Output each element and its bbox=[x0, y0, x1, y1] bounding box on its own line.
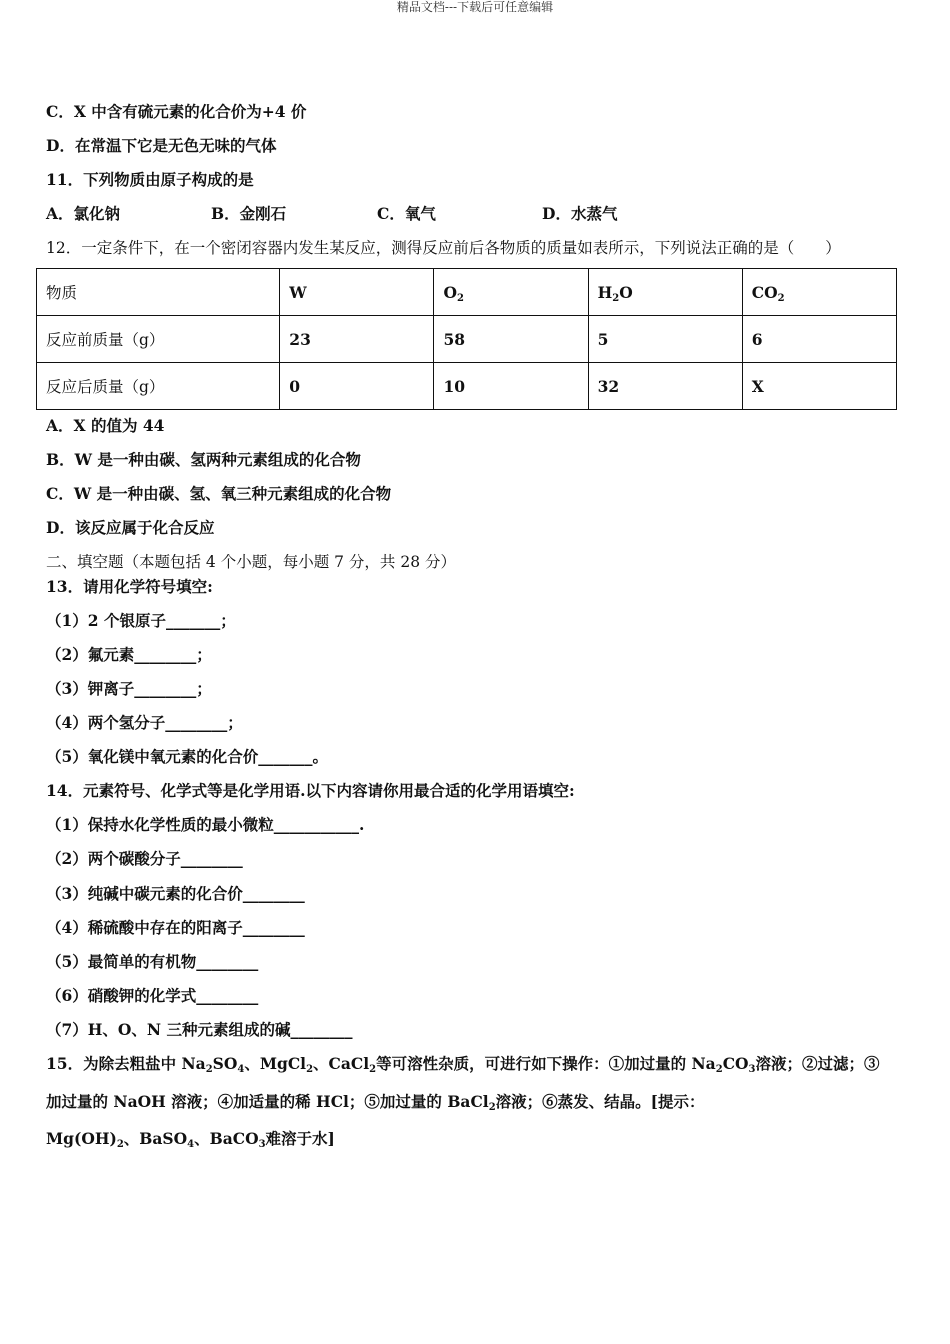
q15-line-3: $Mg(OH)_2$、BaSO$_4$、BaCO$_3$难溶于水] bbox=[46, 1129, 335, 1150]
q11-stem: 11．下列物质由原子构成的是 bbox=[46, 170, 254, 189]
q12-mass-table bbox=[36, 268, 897, 410]
q12-option-c: C．W 是一种由碳、氢、氧三种元素组成的化合物 bbox=[46, 484, 392, 503]
table-cell: X bbox=[742, 363, 896, 410]
q14-item: （5）最简单的有机物________ bbox=[46, 952, 259, 971]
q14-item: （7）H、O、N 三种元素组成的碱________ bbox=[46, 1020, 353, 1039]
table-cell: 物质 bbox=[37, 269, 280, 316]
q12-stem: 12．一定条件下，在一个密闭容器内发生某反应，测得反应前后各物质的质量如表所示，下列说法正确的是（ ） bbox=[46, 239, 841, 257]
table-row bbox=[37, 363, 897, 410]
table-cell: 5 bbox=[588, 316, 742, 363]
table-cell: 10 bbox=[434, 363, 588, 410]
q11-option-b: B．金刚石 bbox=[211, 204, 287, 223]
table-row bbox=[37, 316, 897, 363]
q13-item: （3）钾离子________； bbox=[46, 679, 212, 698]
table-cell: 6 bbox=[742, 316, 896, 363]
table-header-row bbox=[37, 269, 897, 316]
table-cell: 反应前质量（g） bbox=[37, 316, 280, 363]
q14-item: （6）硝酸钾的化学式________ bbox=[46, 986, 259, 1005]
table-cell: $CO_2$ bbox=[742, 269, 896, 316]
q13-item: （1）2 个银原子_______； bbox=[46, 611, 236, 630]
table-cell: 58 bbox=[434, 316, 588, 363]
table-cell: 23 bbox=[280, 316, 434, 363]
q12-option-a: A．X 的值为 44 bbox=[46, 416, 165, 435]
q12-option-d: D．该反应属于化合反应 bbox=[46, 518, 215, 537]
q11-options bbox=[46, 204, 617, 224]
table-cell: 32 bbox=[588, 363, 742, 410]
q15-line-2: 加过量的 NaOH 溶液；④加适量的稀 HCl；⑤加过量的 BaCl$_2$溶液；⑥蒸发、结晶。[提示： bbox=[46, 1092, 705, 1113]
q14-item: （2）两个碳酸分子________ bbox=[46, 849, 243, 868]
q14-stem: 14．元素符号、化学式等是化学用语.以下内容请你用最合适的化学用语填空: bbox=[46, 781, 575, 800]
q13-item: （2）氟元素________； bbox=[46, 645, 212, 664]
q12-option-b: B．W 是一种由碳、氢两种元素组成的化合物 bbox=[46, 450, 361, 469]
q13-stem: 13．请用化学符号填空: bbox=[46, 577, 213, 596]
table-cell: W bbox=[280, 269, 434, 316]
section-title: 二、填空题（本题包括 4 个小题，每小题 7 分，共 28 分） bbox=[46, 553, 457, 571]
table-cell: 0 bbox=[280, 363, 434, 410]
q15-line-1: 15．为除去粗盐中 $Na_2SO_4$、MgCl$_2$、CaCl$_2$等可溶性杂质，可进行如下操作：①加过量的 $Na_2CO_3$溶液；②过滤；③ bbox=[46, 1054, 880, 1075]
q13-item: （4）两个氢分子________； bbox=[46, 713, 243, 732]
page-header: 精品文档---下载后可任意编辑 bbox=[396, 0, 554, 14]
table-cell: $O_2$ bbox=[434, 269, 588, 316]
q10-option-c: C．X 中含有硫元素的化合价为+4 价 bbox=[46, 102, 307, 121]
q11-option-a: A．氯化钠 bbox=[46, 204, 121, 223]
q10-option-d: D．在常温下它是无色无味的气体 bbox=[46, 136, 277, 155]
q14-item: （3）纯碱中碳元素的化合价________ bbox=[46, 884, 305, 903]
q11-option-d: D．水蒸气 bbox=[542, 204, 618, 223]
q14-item: （4）稀硫酸中存在的阳离子________ bbox=[46, 918, 305, 937]
table-cell: $H_2O$ bbox=[588, 269, 742, 316]
table-cell: 反应后质量（g） bbox=[37, 363, 280, 410]
q13-item: （5）氧化镁中氧元素的化合价_______。 bbox=[46, 747, 329, 766]
q11-option-c: C．氧气 bbox=[377, 204, 436, 223]
q14-item: （1）保持水化学性质的最小微粒___________. bbox=[46, 815, 365, 834]
